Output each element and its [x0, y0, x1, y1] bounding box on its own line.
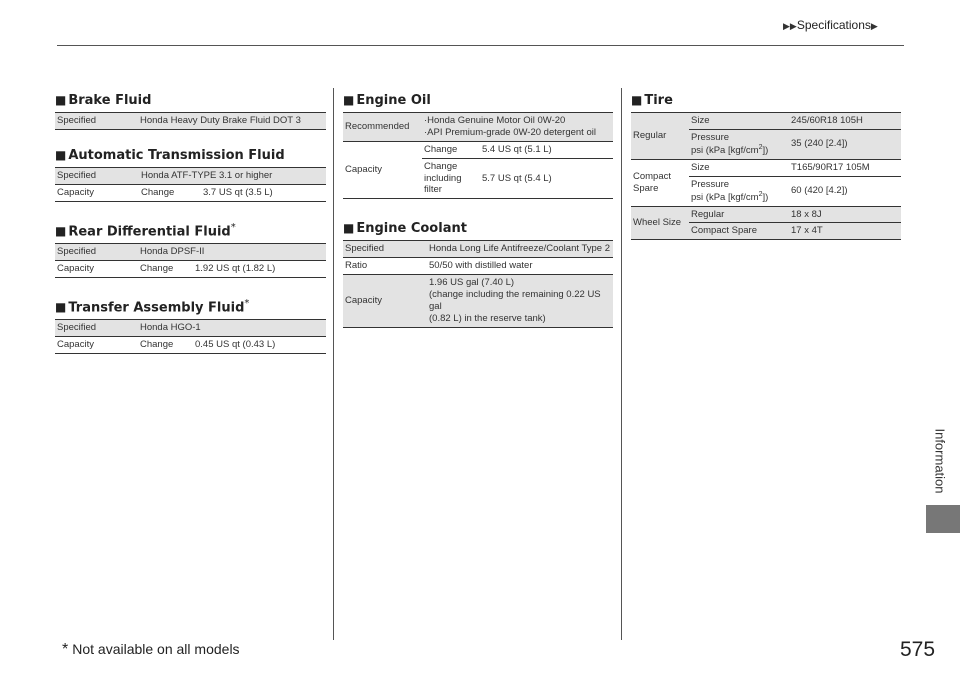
ratio-label: Ratio — [343, 258, 427, 275]
recommended-value: ·Honda Genuine Motor Oil 0W-20 ·API Premium-grade 0W-20 detergent oil — [422, 113, 613, 142]
capacity-label: Capacity — [55, 184, 139, 201]
change-label: Change — [139, 184, 201, 201]
pressure-label: Pressure psi (kPa $[kgf/cm^2]$) — [689, 129, 789, 159]
footnote-mark: * — [230, 221, 236, 233]
table-row — [631, 113, 901, 130]
tire-title: ■ Tire — [631, 93, 673, 108]
rear-diff-title: ■ Rear Differential Fluid* — [55, 221, 236, 239]
transfer-title: ■ Transfer Assembly Fluid* — [55, 297, 250, 316]
side-tab-marker — [926, 505, 960, 533]
wheel-regular-label: Regular — [689, 206, 789, 223]
change-label: Change — [138, 336, 193, 353]
spec-value: Honda ATF-TYPE 3.1 or higher — [139, 167, 326, 184]
table-row — [55, 320, 326, 337]
spec-label: Specified — [55, 320, 138, 337]
capacity-value: 1.96 US gal (7.40 L) (change including the remaining 0.22 US gal (0.82 L) in the reserve tank) — [427, 275, 613, 328]
engine-oil-table — [343, 112, 613, 199]
square-bullet-icon: ■ — [343, 93, 355, 107]
spec-label: Specified — [55, 113, 138, 130]
table-row — [55, 167, 326, 184]
table-row — [343, 258, 613, 275]
table-row — [55, 336, 326, 353]
square-bullet-icon: ■ — [343, 221, 355, 236]
column-right — [631, 93, 901, 240]
spec-value: Honda Heavy Duty Brake Fluid DOT 3 — [138, 113, 326, 130]
compact-pressure: 60 (420 [4.2]) — [789, 176, 901, 206]
square-bullet-icon: ■ — [55, 147, 67, 162]
brake-fluid-title: ■ Brake Fluid — [55, 93, 152, 108]
wheel-compact-value: 17 x 4T — [789, 223, 901, 240]
table-row — [55, 184, 326, 201]
rear-diff-table — [55, 243, 326, 278]
ratio-value: 50/50 with distilled water — [427, 258, 613, 275]
tire-table — [631, 112, 901, 240]
engine-coolant-table — [343, 240, 613, 327]
header-rule — [57, 45, 904, 46]
table-row — [55, 243, 326, 260]
brake-fluid-table — [55, 112, 326, 130]
footnote-mark: * — [244, 297, 250, 309]
spec-label: Specified — [55, 243, 138, 260]
wheel-size-label: Wheel Size — [631, 206, 689, 240]
change-value: 3.7 US qt (3.5 L) — [201, 184, 326, 201]
atf-table — [55, 167, 326, 202]
square-bullet-icon: ■ — [631, 93, 643, 107]
table-row — [343, 141, 613, 158]
square-bullet-icon: ■ — [55, 300, 67, 315]
spec-value: Honda DPSF-II — [138, 243, 326, 260]
capacity-label: Capacity — [55, 260, 138, 277]
footnote-mark: * — [62, 641, 69, 658]
triangle-icon: ▶ — [870, 21, 878, 31]
change-value: 5.4 US qt (5.1 L) — [480, 141, 613, 158]
footnote — [62, 641, 240, 659]
spec-value: Honda Long Life Antifreeze/Coolant Type 2 — [427, 241, 613, 258]
table-row — [343, 241, 613, 258]
wheel-regular-value: 18 x 8J — [789, 206, 901, 223]
square-bullet-icon: ■ — [55, 223, 67, 238]
engine-oil-title: ■ Engine Oil — [343, 93, 431, 108]
change-label: Change — [422, 141, 480, 158]
table-row — [631, 206, 901, 223]
capacity-label: Capacity — [343, 275, 427, 328]
spec-value: Honda HGO-1 — [138, 320, 326, 337]
column-divider — [333, 88, 334, 640]
change-value: 1.92 US qt (1.82 L) — [193, 260, 326, 277]
wheel-compact-label: Compact Spare — [689, 223, 789, 240]
table-row — [631, 159, 901, 176]
transfer-table — [55, 319, 326, 354]
breadcrumb — [783, 18, 878, 32]
column-left — [55, 93, 326, 354]
column-middle — [343, 93, 613, 328]
spec-label: Specified — [55, 167, 139, 184]
atf-title: ■ Automatic Transmission Fluid — [55, 147, 285, 163]
square-bullet-icon: ■ — [55, 93, 67, 107]
filter-label: Change including filter — [422, 158, 480, 199]
breadcrumb-label: Specifications — [796, 18, 871, 32]
double-triangle-icon: ▶▶ — [783, 21, 797, 31]
table-row — [55, 260, 326, 277]
capacity-label: Capacity — [55, 336, 138, 353]
size-label: Size — [689, 113, 789, 130]
column-divider — [621, 88, 622, 640]
pressure-label: Pressure psi (kPa $[kgf/cm^2]$) — [689, 176, 789, 206]
compact-size: T165/90R17 105M — [791, 161, 870, 173]
regular-label: Regular — [631, 113, 689, 160]
side-tab-label: Information — [932, 428, 948, 494]
engine-coolant-title: ■ Engine Coolant — [343, 221, 467, 237]
filter-value: 5.7 US qt (5.4 L) — [480, 158, 613, 199]
regular-pressure: 35 (240 [2.4]) — [789, 129, 901, 159]
recommended-label: Recommended — [343, 113, 422, 142]
table-row — [343, 113, 613, 142]
footnote-text: Not available on all models — [72, 641, 240, 657]
regular-size: 245/60R18 105H — [789, 113, 901, 130]
page-number: 575 — [900, 638, 936, 661]
compact-label: Compact Spare — [631, 159, 689, 206]
capacity-label: Capacity — [343, 141, 422, 199]
size-label: Size — [691, 161, 710, 173]
spec-label: Specified — [343, 241, 427, 258]
change-label: Change — [138, 260, 193, 277]
change-value: 0.45 US qt (0.43 L) — [193, 336, 326, 353]
table-row — [55, 113, 326, 130]
table-row — [343, 275, 613, 328]
